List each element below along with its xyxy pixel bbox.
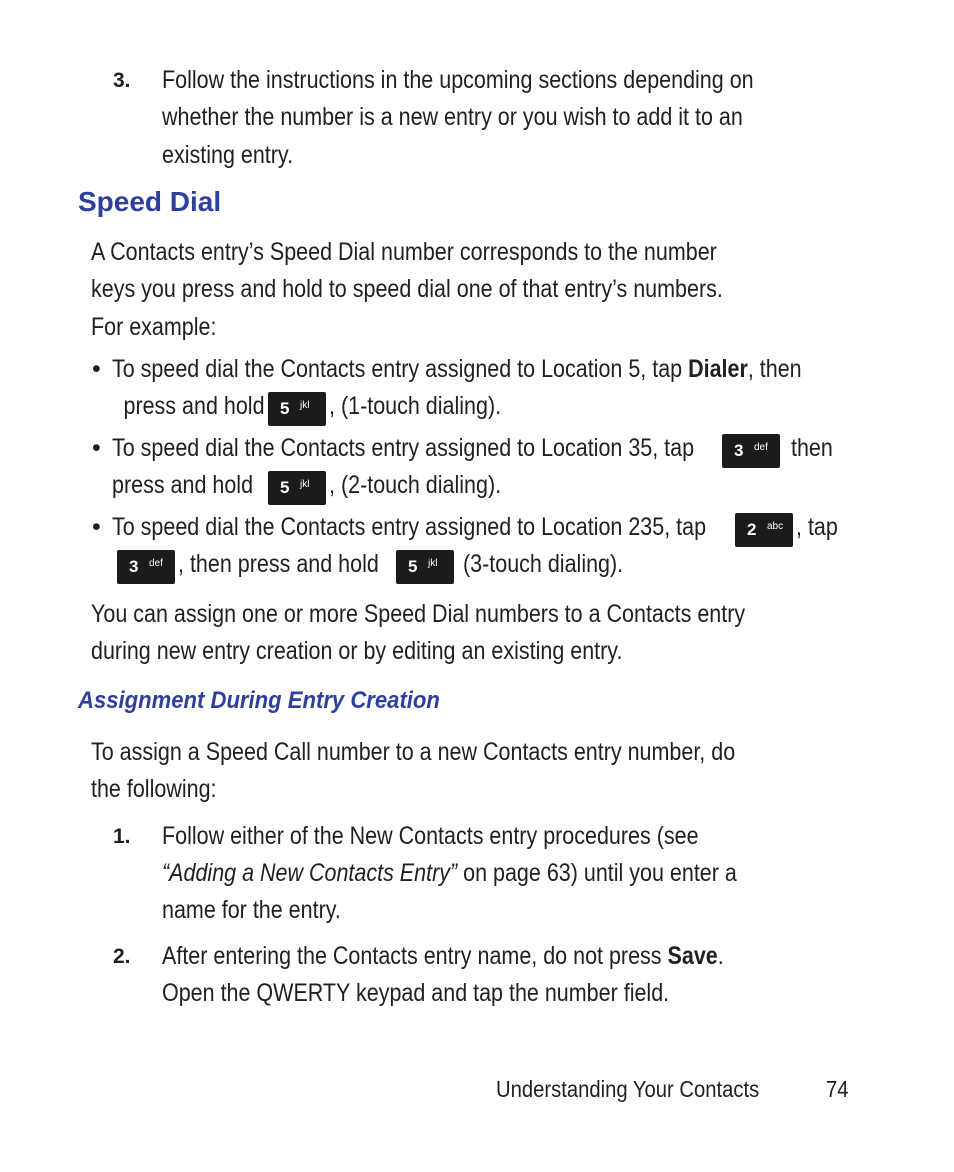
- key-digit: 5: [280, 399, 290, 418]
- bullet: •: [92, 434, 101, 462]
- step-text-line: Follow either of the New Contacts entry procedures (see: [162, 822, 699, 850]
- step-text-line: [162, 855, 737, 893]
- bullet-text: (3-touch dialing).: [463, 550, 624, 578]
- key-letters: def: [149, 558, 163, 569]
- paragraph-line: You can assign one or more Speed Dial numbers to a Contacts entry: [91, 600, 746, 628]
- step-text-line: name for the entry.: [162, 896, 341, 924]
- section-heading: Speed Dial: [78, 186, 222, 217]
- key-3-button: [117, 550, 175, 584]
- step-number: 3.: [113, 69, 131, 92]
- paragraph-line: For example:: [91, 313, 217, 341]
- key-letters: jkl: [428, 558, 438, 569]
- bullet-text: , (2-touch dialing).: [329, 471, 502, 499]
- paragraph-line: the following:: [91, 775, 217, 803]
- bullet-text: , then press and hold: [178, 550, 379, 578]
- paragraph-line: A Contacts entry’s Speed Dial number corresponds to the number: [91, 238, 717, 266]
- bullet: •: [92, 355, 101, 383]
- step-text-line: Open the QWERTY keypad and tap the number field.: [162, 979, 670, 1007]
- step-text: on page 63) until you enter a: [457, 859, 737, 887]
- step-text-line: [162, 938, 724, 976]
- bullet-text: press and hold: [123, 392, 265, 420]
- bullet-text: To speed dial the Contacts entry assigned to Location 5, tap: [112, 355, 689, 383]
- step-text-line: existing entry.: [162, 141, 294, 169]
- key-digit: 5: [280, 478, 290, 497]
- bullet-text: , tap: [796, 513, 838, 541]
- bullet: •: [92, 513, 101, 541]
- bullet-text: To speed dial the Contacts entry assigned to Location 235, tap: [112, 513, 707, 541]
- key-digit: 3: [734, 441, 744, 460]
- step-number: 1.: [113, 825, 131, 848]
- subsection-heading: Assignment During Entry Creation: [78, 687, 440, 714]
- step-text-line: Follow the instructions in the upcoming sections depending on: [162, 66, 754, 94]
- key-letters: jkl: [300, 400, 310, 411]
- save-label: Save: [667, 942, 718, 970]
- bullet-text-line: [112, 388, 276, 426]
- key-digit: 5: [408, 557, 418, 576]
- key-letters: def: [754, 442, 768, 453]
- cross-reference-link: “Adding a New Contacts Entry”: [162, 859, 458, 887]
- bullet-text: press and hold: [112, 471, 254, 499]
- bullet-text: , then: [747, 355, 802, 383]
- step-number: 2.: [113, 945, 131, 968]
- paragraph-line: keys you press and hold to speed dial one of that entry’s numbers.: [91, 275, 723, 303]
- dialer-label: Dialer: [688, 355, 748, 383]
- footer-section-title: Understanding Your Contacts: [496, 1076, 760, 1102]
- paragraph-line: during new entry creation or by editing an existing entry.: [91, 637, 623, 665]
- key-5-button: [268, 392, 326, 426]
- bullet-text: , (1-touch dialing).: [329, 392, 502, 420]
- key-5-button: [396, 550, 454, 584]
- step-text: .: [717, 942, 724, 970]
- bullet-text: then: [791, 434, 833, 462]
- step-text-line: whether the number is a new entry or you wish to add it to an: [162, 103, 743, 131]
- key-digit: 2: [747, 520, 757, 539]
- page-number: 74: [826, 1076, 849, 1102]
- key-3-button: [722, 434, 780, 468]
- key-5-button: [268, 471, 326, 505]
- key-letters: jkl: [300, 479, 310, 490]
- key-letters: abc: [767, 521, 784, 532]
- key-2-button: [735, 513, 793, 547]
- paragraph-line: To assign a Speed Call number to a new Contacts entry number, do: [91, 738, 736, 766]
- bullet-text-line: [112, 351, 802, 389]
- key-digit: 3: [129, 557, 139, 576]
- step-text: After entering the Contacts entry name, do not press: [162, 942, 668, 970]
- bullet-text: To speed dial the Contacts entry assigned to Location 35, tap: [112, 434, 695, 462]
